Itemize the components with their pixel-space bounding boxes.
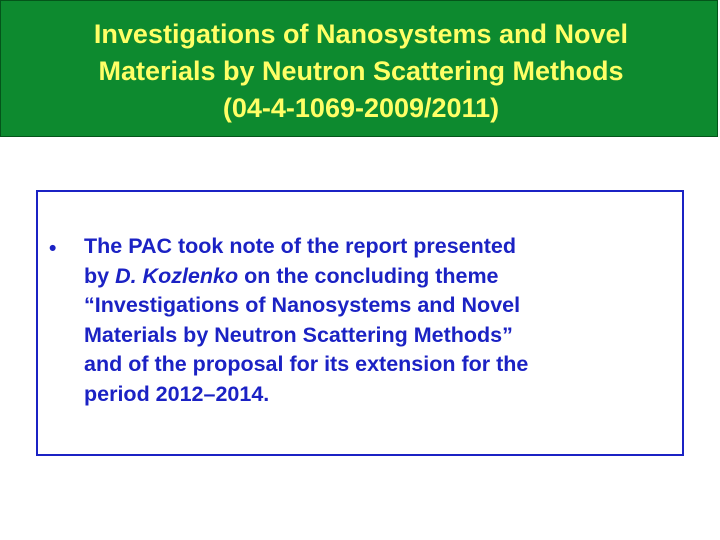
slide-title xyxy=(21,16,701,127)
body-line-2-suffix: on the concluding theme xyxy=(238,263,499,288)
body-line-6: period 2012–2014. xyxy=(84,381,270,406)
body-line-2-prefix: by xyxy=(84,263,116,288)
title-banner xyxy=(0,0,718,137)
body-line-5: and of the proposal for its extension for the xyxy=(84,352,529,376)
body-paragraph xyxy=(84,232,680,409)
body-line-3: “Investigations of Nanosystems and Novel xyxy=(84,293,521,317)
body-line-2 xyxy=(84,262,680,292)
body-line-1: The PAC took note of the report presented xyxy=(84,234,517,258)
title-line-3: (04-4-1069-2009/2011) xyxy=(222,93,500,123)
bullet-icon: • xyxy=(49,237,57,260)
title-line-2: Materials by Neutron Scattering Methods xyxy=(98,56,624,86)
presenter-name: D. Kozlenko xyxy=(115,263,239,288)
title-line-1: Investigations of Nanosystems and Novel xyxy=(93,19,629,49)
body-line-4: Materials by Neutron Scattering Methods” xyxy=(84,322,513,347)
